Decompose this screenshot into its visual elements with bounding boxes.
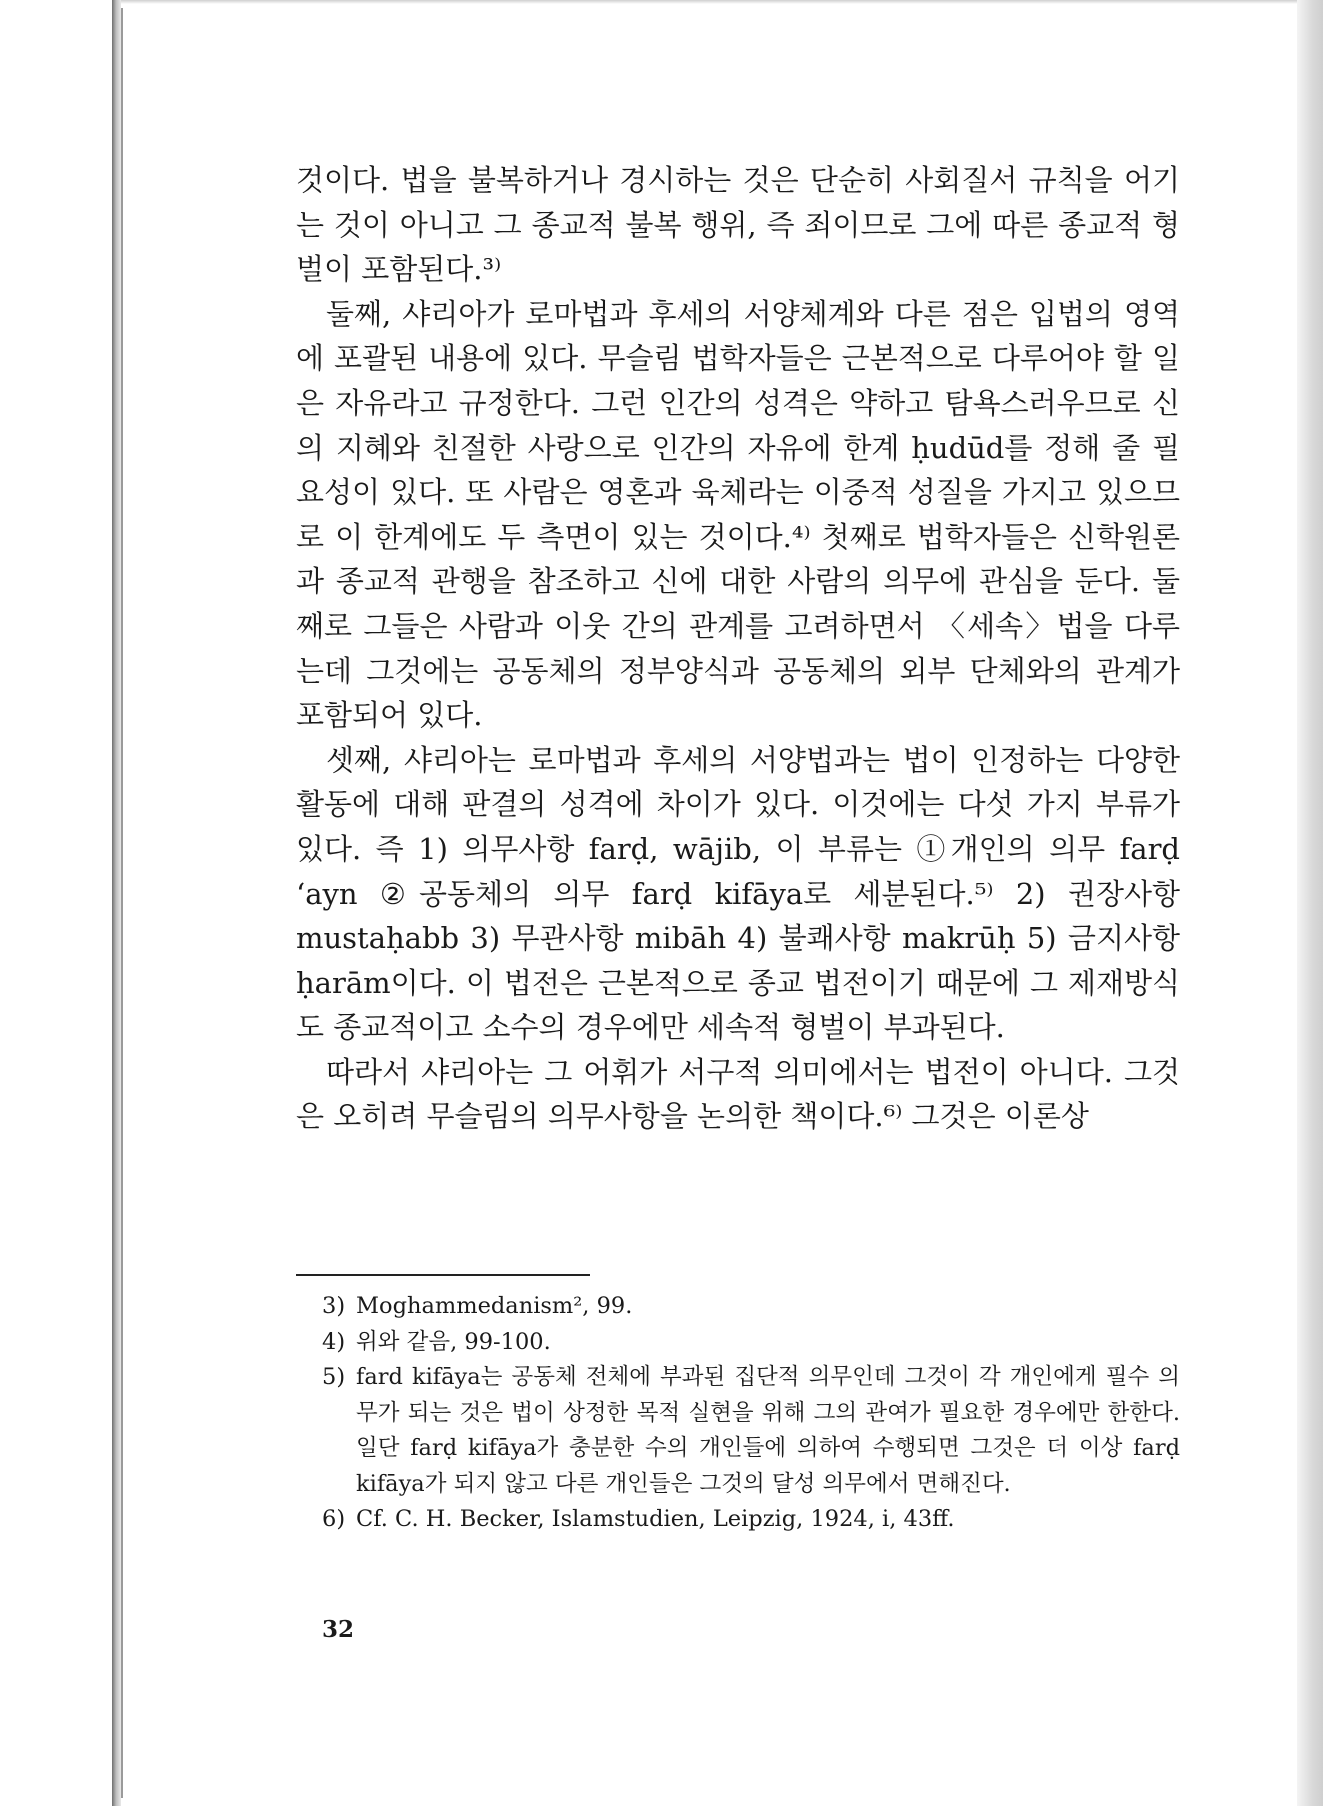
footnote-3 <box>322 1289 1180 1325</box>
footnote-number: 3) <box>322 1293 346 1319</box>
footnote-separator <box>296 1274 590 1276</box>
footnote-number: 5) <box>322 1364 346 1390</box>
body-text <box>296 158 1180 1139</box>
footnote-text: Moghammedanism², 99. <box>356 1293 633 1319</box>
footnote-text: fard kifāya는 공동체 전체에 부과된 집단적 의무인데 그것이 각 개인에게 필수 의무가 되는 것은 법이 상정한 목적 실현을 위해 그의 관여가 필요한 경우에만 한한다. 일단 farḍ kifāya가 충분한 수의 개인들에 의하여 수행되면 그것은 더 이상 farḍ kifāya가 되지 않고 다른 개인들은 그것의 달성 의무에서 면해진다. <box>356 1364 1180 1497</box>
paragraph-2: 둘째, 샤리아가 로마법과 후세의 서양체계와 다른 점은 입법의 영역에 포괄된 내용에 있다. 무슬림 법학자들은 근본적으로 다루어야 할 일은 자유라고 규정한다. 그런 인간의 성격은 약하고 탐욕스러우므로 신의 지혜와 친절한 사랑으로 인간의 자유에 한계 ḥudūd를 정해 줄 필요성이 있다. 또 사람은 영혼과 육체라는 이중적 성질을 가지고 있으므로 이 한계에도 두 측면이 있는 것이다.⁴⁾ 첫째로 법학자들은 신학원론과 종교적 관행을 참조하고 신에 대한 사람의 의무에 관심을 둔다. 둘째로 그들은 사람과 이웃 간의 관계를 고려하면서 〈세속〉법을 다루는데 그것에는 공동체의 정부양식과 공동체의 외부 단체와의 관계가 포함되어 있다. <box>296 296 1180 733</box>
scan-right-shadow <box>1297 0 1323 1806</box>
footnote-text: 위와 같음, 99-100. <box>356 1328 551 1355</box>
footnote-4 <box>322 1325 1180 1361</box>
footnotes <box>322 1289 1180 1538</box>
footnote-number: 6) <box>322 1506 346 1532</box>
paragraph-1: 것이다. 법을 불복하거나 경시하는 것은 단순히 사회질서 규칙을 어기는 것이 아니고 그 종교적 불복 행위, 즉 죄이므로 그에 따른 종교적 형벌이 포함된다.³⁾ <box>296 163 1180 287</box>
footnote-6 <box>322 1502 1180 1538</box>
scan-binding-edge <box>112 0 121 1806</box>
footnote-5 <box>322 1360 1180 1502</box>
page-number: 32 <box>322 1616 355 1643</box>
paragraph-3: 셋째, 샤리아는 로마법과 후세의 서양법과는 법이 인정하는 다양한 활동에 대해 판결의 성격에 차이가 있다. 이것에는 다섯 가지 부류가 있다. 즉 1) 의무사항 farḍ, wājib, 이 부류는 ①개인의 의무 farḍ ‘ayn ②공동체의 의무 farḍ kifāya로 세분된다.⁵⁾ 2) 권장사항 mustaḥabb 3) 무관사항 mibāh 4) 불쾌사항 makrūḥ 5) 금지사항 ḥarām이다. 이 법전은 근본적으로 종교 법전이기 때문에 그 제재방식도 종교적이고 소수의 경우에만 세속적 형벌이 부과된다. <box>296 742 1180 1045</box>
paragraph-4: 따라서 샤리아는 그 어휘가 서구적 의미에서는 법전이 아니다. 그것은 오히려 무슬림의 의무사항을 논의한 책이다.⁶⁾ 그것은 이론상 <box>296 1054 1180 1134</box>
footnote-text: Cf. C. H. Becker, Islamstudien, Leipzig, 1924, i, 43ff. <box>356 1506 955 1532</box>
footnote-number: 4) <box>322 1328 346 1355</box>
